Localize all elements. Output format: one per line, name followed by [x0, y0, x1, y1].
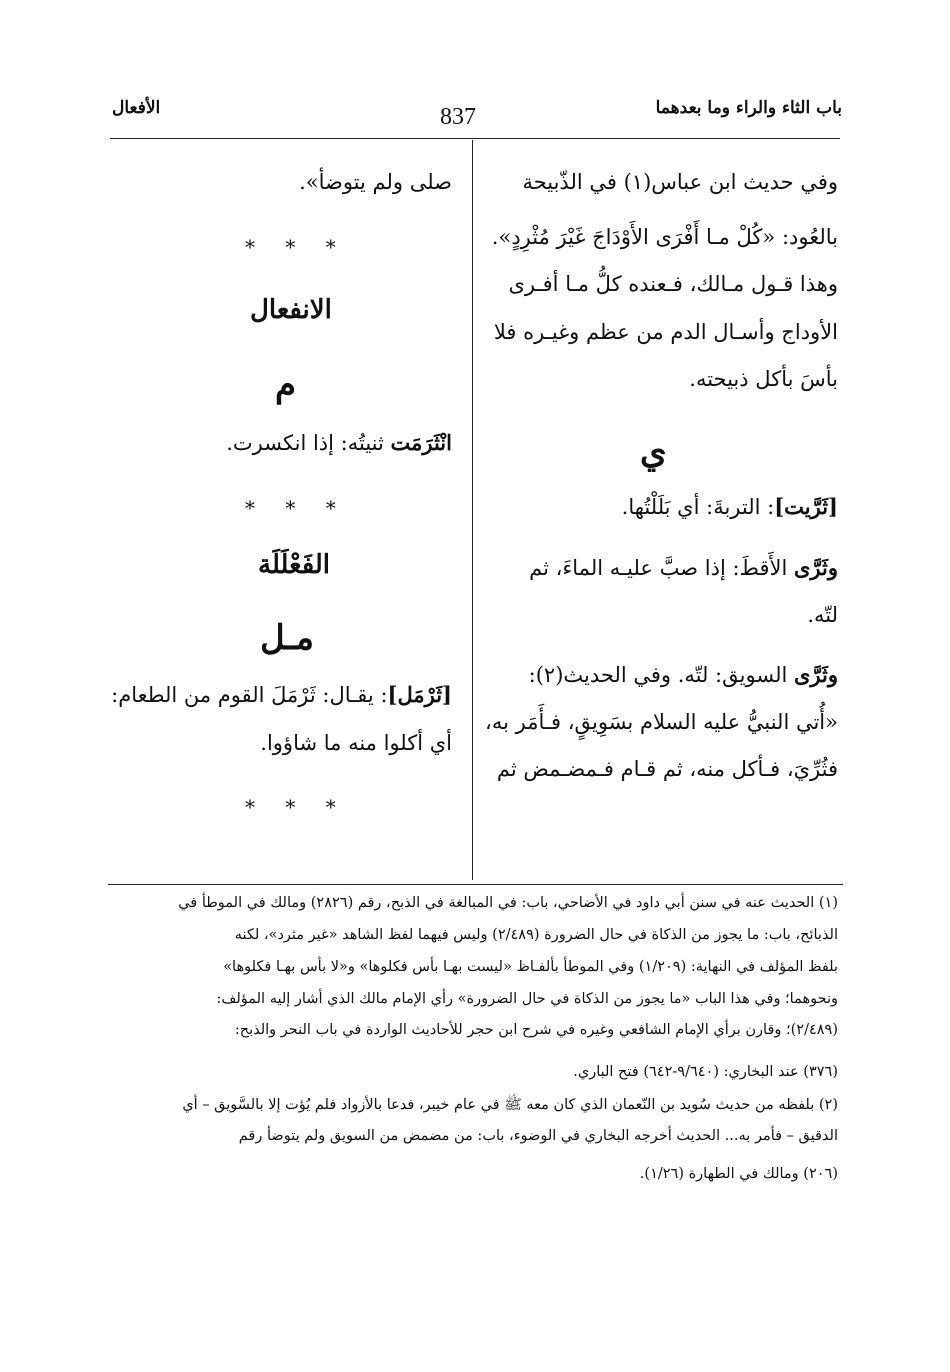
column-divider — [472, 140, 473, 880]
footnote-1-line-5: (٢/٤٨٩)؛ وقارن برأي الإمام الشافعي وغيره في شرح ابن حجر للأحاديث الواردة في باب النحر والذبح: — [234, 1022, 838, 1038]
entry-text: : يقـال: ثَرْمَلَ القوم من الطعام: — [111, 683, 388, 707]
footnote-1-line-6: (٣٧٦) عند البخاري: (٩/٦٤٠-٦٤٢) فتح الباري. — [573, 1064, 838, 1080]
right-col-line-5: بأسَ بأكل ذبيحته. — [689, 367, 838, 391]
section-title-infial: الانفعال — [250, 295, 332, 325]
entry-text: ثنيتُه: إذا انكسرت. — [226, 431, 391, 455]
right-col-line-4: الأوداج وأسـال الدم من عظم وغيـره فلا — [493, 320, 838, 344]
footnote-2-line-2: الدقيق – فأمر به... الحديث أخرجه البخاري في الوضوء، باب: من مضمض من السويق ولم يتوضأ رقم — [238, 1128, 838, 1144]
entry-head: انْثَرَمَت — [390, 430, 452, 455]
footnote-1-line-4: ونحوهما؛ وفي هذا الباب «ما يجوز من الذكاة في حال الضرورة» رأي الإمام مالك الذي أشار إليه المؤلف: — [216, 991, 838, 1007]
entry-tharra-aqit — [529, 555, 838, 580]
entry-tharmal — [111, 682, 452, 707]
page-number: 837 — [440, 104, 476, 130]
section-title-falala: الفَعْلَلَة — [258, 550, 330, 580]
entry-tharrayt — [622, 494, 838, 519]
running-header-left: الأفعال — [112, 98, 161, 118]
root-letter-ya: ي — [640, 432, 667, 472]
entry-tharra-sawiq-line3: فثُرِّيَ، فـأكل منه، ثم قـام فـمضـمض ثم — [496, 757, 838, 781]
right-col-line-3: وهذا قـول مـالك، فـعنده كلُّ مـا أفـرى — [508, 272, 838, 296]
separator-stars-2: * * * — [245, 496, 348, 520]
footnote-2-line-1: (٢) بلفظه من حديث سُويد بن النّعمان الذي كان معه ﷺ في عام خيبر، فدعا بالأزواد فلم يُؤت إلا بالسَّويق – أي — [182, 1097, 838, 1113]
header-rule — [110, 138, 840, 139]
left-col-line-1: صلى ولم يتوضأ». — [299, 170, 452, 194]
right-col-line-2: بالعُود: «كُلْ مـا أَفْرَى الأَوْدَاجَ غَيْرَ مُثْرِدٍ». — [491, 225, 838, 249]
entry-text: : التربةَ: أي بَلَلْتُها. — [621, 495, 775, 519]
separator-stars-3: * * * — [245, 795, 348, 819]
right-col-line-1: وفي حديث ابن عباس(١) في الذّبيحة — [522, 170, 838, 194]
entry-tharmal-line2: أي أكلوا منه ما شاؤوا. — [260, 731, 452, 755]
entry-inthramat — [226, 430, 452, 455]
entry-text: السويق: لتّه. وفي الحديث(٢): — [528, 663, 794, 687]
entry-tharra-aqit-cont: لتّه. — [807, 603, 838, 627]
footnote-rule — [108, 884, 843, 885]
separator-stars-1: * * * — [245, 235, 348, 259]
entry-tharra-sawiq — [529, 662, 838, 687]
root-letters-mim-lam: مـل — [260, 618, 314, 658]
root-letter-mim: م — [275, 365, 297, 405]
footnote-1-line-1: (١) الحديث عنه في سنن أبي داود في الأضاحي، باب: في المبالغة في الذبح، رقم (٢٨٢٦) ومالك في الموطأ في — [178, 895, 838, 911]
footnote-1-line-3: بلفظ المؤلف في النهاية: (١/٢٠٩) وفي الموطأ بألفـاظ «ليست بهـا بأس فكلوها» و«لا بأس بهـا فكلوها» — [223, 959, 838, 975]
entry-head: [ثَرَّيت] — [774, 494, 838, 519]
entry-tharra-sawiq-line2: «أُتي النبيُّ عليه السلام بسَوِيقٍ، فـأَمَر به، — [485, 710, 838, 734]
footnote-1-line-2: الذبائح، باب: ما يجوز من الذكاة في حال الضرورة (٢/٤٨٩) وليس فيهما لفظ الشاهد «غير مثرد»، لكنه — [234, 927, 838, 943]
entry-head: وثَرَّى — [793, 662, 838, 687]
entry-head: وثَرَّى — [793, 555, 838, 580]
running-header-right: باب الثاء والراء وما بعدهما — [655, 98, 842, 118]
entry-head: [ثَرْمَل] — [387, 682, 452, 707]
footnote-2-line-3: (٢٠٦) ومالك في الطهارة (١/٢٦). — [639, 1166, 838, 1182]
entry-text: الأَقطَ: إذا صبَّ عليـه الماءَ، ثم — [529, 556, 794, 580]
